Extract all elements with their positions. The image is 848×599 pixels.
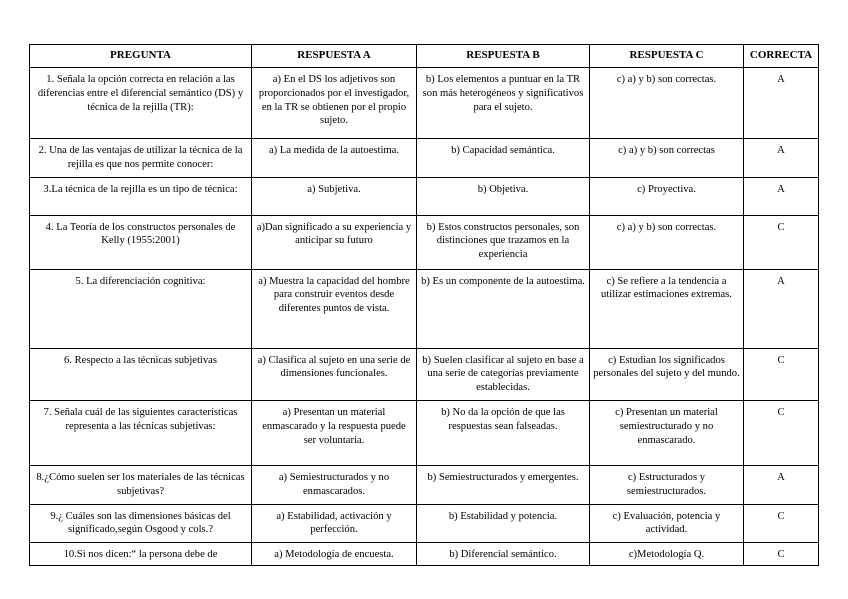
table-row: [30, 465, 819, 504]
table-row: [30, 139, 819, 178]
answer-b-cell: b) No da la opción de que las respuestas sean falseadas.: [417, 400, 590, 465]
question-cell: 4. La Teoría de los constructos personales de Kelly (1955:2001): [30, 215, 252, 269]
answer-c-cell: c) a) y b) son correctas: [590, 139, 744, 178]
answer-b-cell: b) Semiestructurados y emergentes.: [417, 465, 590, 504]
answer-c-cell: c) Proyectiva.: [590, 177, 744, 215]
correct-answer-cell: C: [744, 400, 819, 465]
header-row: [30, 45, 819, 68]
answer-c-cell: c) a) y b) son correctas.: [590, 215, 744, 269]
answer-a-cell: a) En el DS los adjetivos son proporcionados por el investigador, en la TR se obtienen por el propio sujeto.: [252, 68, 417, 139]
correct-answer-cell: C: [744, 215, 819, 269]
answer-b-cell: b) Es un componente de la autoestima.: [417, 269, 590, 348]
correct-answer-cell: C: [744, 348, 819, 400]
answer-a-cell: a) Metodología de encuesta.: [252, 543, 417, 566]
correct-answer-cell: C: [744, 504, 819, 543]
table-row: [30, 348, 819, 400]
answer-c-cell: c)Metodología Q.: [590, 543, 744, 566]
question-cell: 7. Señala cuál de las siguientes características representa a las técnicas subjetivas:: [30, 400, 252, 465]
question-cell: 9.¿ Cuáles son las dimensiones básicas del significado,según Osgood y cols.?: [30, 504, 252, 543]
answer-a-cell: a) La medida de la autoestima.: [252, 139, 417, 178]
answer-b-cell: b) Diferencial semántico.: [417, 543, 590, 566]
answer-c-cell: c) Se refiere a la tendencia a utilizar estimaciones extremas.: [590, 269, 744, 348]
question-cell: 5. La diferenciación cognitiva:: [30, 269, 252, 348]
answer-a-cell: a) Estabilidad, activación y perfección.: [252, 504, 417, 543]
answer-b-cell: b) Estos constructos personales, son distinciones que trazamos en la experiencia: [417, 215, 590, 269]
answer-a-cell: a) Clasifica al sujeto en una serie de dimensiones funcionales.: [252, 348, 417, 400]
answer-a-cell: a) Presentan un material enmascarado y la respuesta puede ser voluntaria.: [252, 400, 417, 465]
answer-b-cell: b) Los elementos a puntuar en la TR son más heterogéneos y significativos para el sujeto.: [417, 68, 590, 139]
answer-a-cell: a)Dan significado a su experiencia y anticipar su futuro: [252, 215, 417, 269]
header-respuesta-c: RESPUESTA C: [590, 45, 744, 68]
question-cell: 3.La técnica de la rejilla es un tipo de técnica:: [30, 177, 252, 215]
header-respuesta-b: RESPUESTA B: [417, 45, 590, 68]
answer-c-cell: c) a) y b) son correctas.: [590, 68, 744, 139]
table-row: [30, 543, 819, 566]
answer-b-cell: b) Capacidad semántica.: [417, 139, 590, 178]
correct-answer-cell: C: [744, 543, 819, 566]
answer-c-cell: c) Estudian los significados personales del sujeto y del mundo.: [590, 348, 744, 400]
answer-c-cell: c) Presentan un material semiestructurado y no enmascarado.: [590, 400, 744, 465]
correct-answer-cell: A: [744, 68, 819, 139]
table-row: [30, 215, 819, 269]
question-cell: 8.¿Cómo suelen ser los materiales de las técnicas subjetivas?: [30, 465, 252, 504]
table-row: [30, 177, 819, 215]
question-cell: 6. Respecto a las técnicas subjetivas: [30, 348, 252, 400]
question-cell: 10.Si nos dicen:“ la persona debe de: [30, 543, 252, 566]
answer-a-cell: a) Subjetiva.: [252, 177, 417, 215]
correct-answer-cell: A: [744, 269, 819, 348]
answer-c-cell: c) Estructurados y semiestructurados.: [590, 465, 744, 504]
table-row: [30, 68, 819, 139]
table-row: [30, 504, 819, 543]
answer-c-cell: c) Evaluación, potencia y actividad.: [590, 504, 744, 543]
correct-answer-cell: A: [744, 465, 819, 504]
table-row: [30, 400, 819, 465]
correct-answer-cell: A: [744, 177, 819, 215]
answer-b-cell: b) Objetiva.: [417, 177, 590, 215]
table-row: [30, 269, 819, 348]
header-pregunta: PREGUNTA: [30, 45, 252, 68]
answer-a-cell: a) Semiestructurados y no enmascarados.: [252, 465, 417, 504]
answer-b-cell: b) Suelen clasificar al sujeto en base a una serie de categorías previamente establecidas.: [417, 348, 590, 400]
quiz-table: [29, 44, 819, 566]
header-correcta: CORRECTA: [744, 45, 819, 68]
answer-a-cell: a) Muestra la capacidad del hombre para construir eventos desde diferentes puntos de vista.: [252, 269, 417, 348]
answer-b-cell: b) Estabilidad y potencia.: [417, 504, 590, 543]
correct-answer-cell: A: [744, 139, 819, 178]
question-cell: 2. Una de las ventajas de utilizar la técnica de la rejilla es que nos permite conocer:: [30, 139, 252, 178]
question-cell: 1. Señala la opción correcta en relación a las diferencias entre el diferencial semántico (DS) y técnica de la rejilla (TR):: [30, 68, 252, 139]
header-respuesta-a: RESPUESTA A: [252, 45, 417, 68]
